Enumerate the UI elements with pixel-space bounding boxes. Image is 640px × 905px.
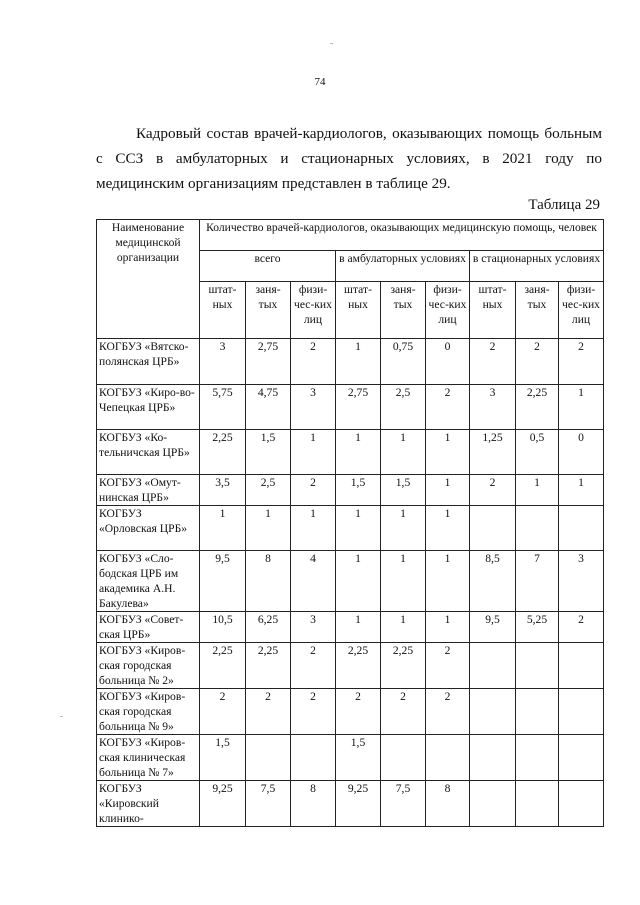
value-cell: 7	[516, 551, 559, 612]
header-ambulatory-occupied: заня-тых	[381, 282, 426, 339]
value-cell: 1	[516, 475, 559, 506]
value-cell: 2	[291, 475, 336, 506]
value-cell: 2,75	[246, 339, 291, 385]
value-cell: 2	[381, 689, 426, 735]
value-cell	[516, 735, 559, 781]
value-cell: 0,5	[516, 430, 559, 475]
value-cell: 1,25	[470, 430, 516, 475]
value-cell: 1	[426, 430, 470, 475]
organization-cell: КОГБУЗ «Ко-тельничская ЦРБ»	[97, 430, 200, 475]
value-cell: 1,5	[246, 430, 291, 475]
header-inpatient-occupied: заня-тых	[516, 282, 559, 339]
table-row	[97, 339, 604, 385]
header-inpatient-physical: физи-чес-ких лиц	[559, 282, 604, 339]
value-cell: 1,5	[200, 735, 246, 781]
value-cell: 2,25	[336, 643, 381, 689]
value-cell: 5,75	[200, 385, 246, 430]
value-cell	[470, 735, 516, 781]
value-cell: 9,5	[200, 551, 246, 612]
value-cell: 1	[381, 506, 426, 551]
value-cell: 4,75	[246, 385, 291, 430]
organization-cell: КОГБУЗ «Киров-ская клиническая больница № 7»	[97, 735, 200, 781]
cardiologists-table	[96, 219, 604, 827]
value-cell: 0	[559, 430, 604, 475]
value-cell	[470, 506, 516, 551]
value-cell	[470, 689, 516, 735]
value-cell: 7,5	[381, 781, 426, 827]
organization-cell: КОГБУЗ «Сло-бодская ЦРБ им академика А.Н. Бакулева»	[97, 551, 200, 612]
value-cell: 1	[559, 475, 604, 506]
value-cell: 2	[559, 612, 604, 643]
organization-cell: КОГБУЗ «Киров-ская городская больница № 9»	[97, 689, 200, 735]
value-cell: 2	[470, 475, 516, 506]
value-cell: 2	[336, 689, 381, 735]
header-total: всего	[200, 251, 336, 282]
header-total-physical: физи-чес-ких лиц	[291, 282, 336, 339]
scan-speck	[60, 716, 63, 717]
organization-cell: КОГБУЗ «Кировский клинико-	[97, 781, 200, 827]
value-cell: 2	[426, 385, 470, 430]
header-inpatient: в стационарных условиях	[470, 251, 604, 282]
header-inpatient-staff: штат-ных	[470, 282, 516, 339]
value-cell: 1	[336, 339, 381, 385]
value-cell	[559, 506, 604, 551]
value-cell: 1	[336, 506, 381, 551]
table-row	[97, 385, 604, 430]
value-cell: 1	[381, 612, 426, 643]
value-cell: 2	[291, 689, 336, 735]
table-row	[97, 551, 604, 612]
value-cell: 9,25	[200, 781, 246, 827]
value-cell: 2,5	[246, 475, 291, 506]
value-cell: 0,75	[381, 339, 426, 385]
value-cell: 2,25	[200, 643, 246, 689]
value-cell: 3	[559, 551, 604, 612]
value-cell: 1	[426, 506, 470, 551]
header-count: Количество врачей-кардиологов, оказывающих медицинскую помощь, человек	[200, 220, 604, 251]
value-cell: 4	[291, 551, 336, 612]
page-number: 74	[314, 76, 326, 88]
value-cell: 1	[246, 506, 291, 551]
value-cell	[381, 735, 426, 781]
value-cell: 8	[291, 781, 336, 827]
value-cell: 2	[516, 339, 559, 385]
value-cell	[559, 689, 604, 735]
value-cell: 3	[200, 339, 246, 385]
organization-cell: КОГБУЗ «Киров-ская городская больница № 2»	[97, 643, 200, 689]
value-cell: 2	[559, 339, 604, 385]
value-cell: 1	[336, 551, 381, 612]
value-cell	[559, 781, 604, 827]
value-cell	[426, 735, 470, 781]
scan-speck	[330, 43, 333, 44]
header-ambulatory-staff: штат-ных	[336, 282, 381, 339]
table-row	[97, 781, 604, 827]
value-cell: 2,25	[246, 643, 291, 689]
value-cell: 7,5	[246, 781, 291, 827]
value-cell: 2	[426, 689, 470, 735]
value-cell: 2	[470, 339, 516, 385]
value-cell: 3	[470, 385, 516, 430]
value-cell: 2,5	[381, 385, 426, 430]
value-cell: 2,75	[336, 385, 381, 430]
value-cell: 1	[336, 612, 381, 643]
intro-paragraph: Кадровый состав врачей-кардиологов, оказывающих помощь больным с ССЗ в амбулаторных и стационарных условиях, в 2021 году по медицинским организациям представлен в таблице 29.	[96, 125, 602, 192]
value-cell: 1	[426, 551, 470, 612]
value-cell	[559, 643, 604, 689]
value-cell: 2	[426, 643, 470, 689]
value-cell: 1,5	[336, 475, 381, 506]
value-cell	[516, 781, 559, 827]
value-cell: 1,5	[336, 735, 381, 781]
header-total-staff: штат-ных	[200, 282, 246, 339]
header-ambulatory-physical: физи-чес-ких лиц	[426, 282, 470, 339]
value-cell	[470, 643, 516, 689]
value-cell	[516, 643, 559, 689]
value-cell: 1	[291, 506, 336, 551]
value-cell: 1	[426, 475, 470, 506]
value-cell: 1,5	[381, 475, 426, 506]
value-cell: 9,5	[470, 612, 516, 643]
value-cell	[516, 689, 559, 735]
table-row	[97, 643, 604, 689]
value-cell	[291, 735, 336, 781]
value-cell: 8	[426, 781, 470, 827]
table-row	[97, 475, 604, 506]
organization-cell: КОГБУЗ «Омут-нинская ЦРБ»	[97, 475, 200, 506]
organization-cell: КОГБУЗ «Вятско-полянская ЦРБ»	[97, 339, 200, 385]
value-cell: 1	[336, 430, 381, 475]
value-cell: 1	[426, 612, 470, 643]
value-cell: 2,25	[381, 643, 426, 689]
value-cell: 3	[291, 612, 336, 643]
value-cell: 8	[246, 551, 291, 612]
value-cell: 6,25	[246, 612, 291, 643]
table-row	[97, 430, 604, 475]
value-cell: 2,25	[516, 385, 559, 430]
value-cell: 1	[559, 385, 604, 430]
value-cell: 10,5	[200, 612, 246, 643]
value-cell	[470, 781, 516, 827]
value-cell: 1	[381, 430, 426, 475]
table-row	[97, 506, 604, 551]
value-cell	[246, 735, 291, 781]
value-cell: 0	[426, 339, 470, 385]
table-row	[97, 735, 604, 781]
organization-cell: КОГБУЗ «Орловская ЦРБ»	[97, 506, 200, 551]
value-cell: 1	[200, 506, 246, 551]
value-cell: 5,25	[516, 612, 559, 643]
header-total-occupied: заня-тых	[246, 282, 291, 339]
organization-cell: КОГБУЗ «Киро-во-Чепецкая ЦРБ»	[97, 385, 200, 430]
value-cell: 2	[200, 689, 246, 735]
value-cell: 2	[291, 643, 336, 689]
header-ambulatory: в амбулаторных условиях	[336, 251, 470, 282]
table-caption: Таблица 29	[528, 197, 600, 213]
header-organization: Наименование медицинской организации	[97, 220, 200, 339]
value-cell: 8,5	[470, 551, 516, 612]
value-cell: 2	[246, 689, 291, 735]
value-cell: 1	[291, 430, 336, 475]
value-cell	[516, 506, 559, 551]
value-cell: 2	[291, 339, 336, 385]
value-cell: 3,5	[200, 475, 246, 506]
value-cell: 1	[381, 551, 426, 612]
value-cell: 2,25	[200, 430, 246, 475]
table-row	[97, 689, 604, 735]
value-cell: 9,25	[336, 781, 381, 827]
organization-cell: КОГБУЗ «Совет-ская ЦРБ»	[97, 612, 200, 643]
value-cell	[559, 735, 604, 781]
value-cell: 3	[291, 385, 336, 430]
table-row	[97, 612, 604, 643]
